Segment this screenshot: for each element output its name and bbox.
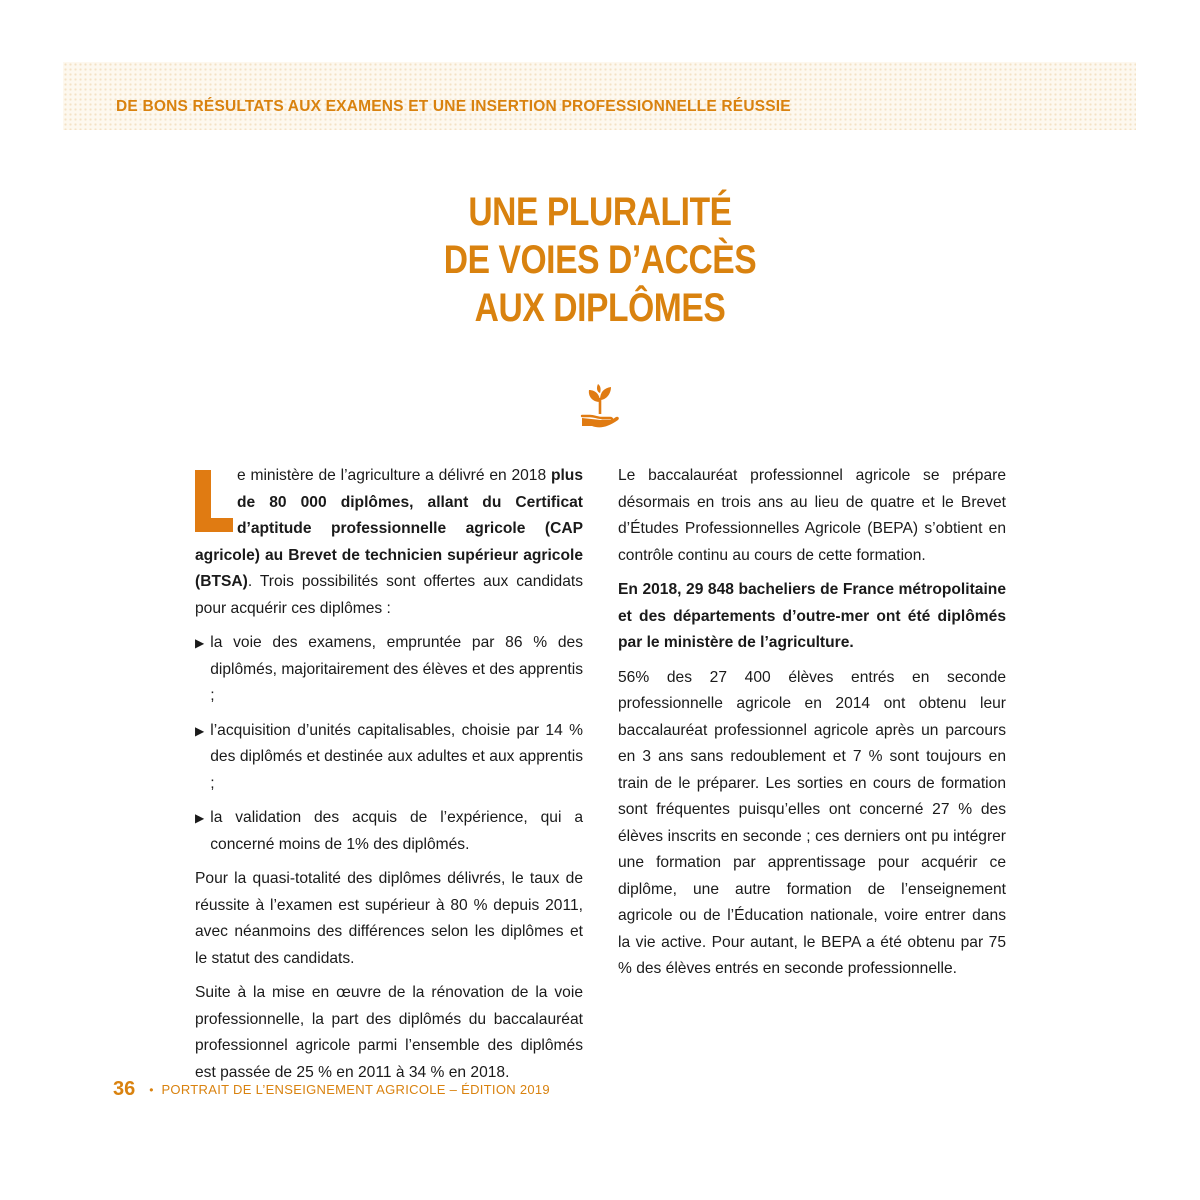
sprout-in-hand-icon	[580, 380, 620, 430]
intro-text-b: . Trois possibilités sont offertes aux candidats pour acquérir ces diplômes :	[195, 573, 583, 617]
page-number: 36	[113, 1078, 136, 1100]
page-title-line-3: AUX DIPLÔMES	[474, 286, 726, 330]
page-title-line-2: DE VOIES D’ACCÈS	[443, 238, 757, 282]
paragraph-parcours: 56% des 27 400 élèves entrés en seconde professionnelle agricole en 2014 ont obtenu leur baccalauréat professionnel agricole après un parcours en 3 ans sans redoublement et 7 % sont toujours en train de le préparer. Les sorties en cours de formation sont fréquentes puisqu’elles ont concerné 27 % des élèves inscrits en seconde ; ces derniers ont pu intégrer une formation par apprentissage pour acquérir ce diplôme, une autre formation de l’enseignement agricole ou de l’Éducation nationale, voire entrer dans la vie active. Pour autant, le BEPA a été obtenu par 75 % des élèves entrés en seconde professionnelle.	[618, 668, 1006, 977]
dropcap-l	[195, 470, 233, 532]
triangle-bullet-icon: ▶	[195, 723, 205, 738]
intro-paragraph	[195, 463, 583, 622]
paragraph-success-rate: Pour la quasi-totalité des diplômes délivrés, le taux de réussite à l’examen est supérieur à 80 % depuis 2011, avec néanmoins des différences selon les diplômes et le statut des candidats.	[195, 870, 583, 967]
list-item: ▶ l’acquisition d’unités capitalisables, choisie par 14 % des diplômés et destinée aux adultes et aux apprentis ;	[195, 718, 583, 798]
paragraph-bac-pro: Le baccalauréat professionnel agricole se prépare désormais en trois ans au lieu de quatre et le Brevet d’Études Professionnelles Agricole (BEPA) s’obtient en contrôle continu au cours de cette formation.	[618, 467, 1006, 564]
section-header-band	[63, 62, 1136, 130]
paragraph-bacheliers: En 2018, 29 848 bacheliers de France métropolitaine et des départements d’outre-mer ont été diplômés par le ministère de l’agriculture.	[618, 581, 1006, 651]
list-item: ▶ la voie des examens, empruntée par 86 % des diplômés, majoritairement des élèves et des apprentis ;	[195, 630, 583, 710]
footer-separator: •	[149, 1082, 154, 1097]
triangle-bullet-icon: ▶	[195, 811, 205, 825]
section-title: DE BONS RÉSULTATS AUX EXAMENS ET UNE INSERTION PROFESSIONNELLE RÉUSSIE	[116, 98, 791, 115]
right-column	[618, 463, 1006, 991]
left-column	[195, 463, 583, 1094]
publication-title: PORTRAIT DE L’ENSEIGNEMENT AGRICOLE – ÉDITION 2019	[161, 1082, 550, 1097]
page-footer	[113, 1078, 550, 1101]
paragraph-renovation: Suite à la mise en œuvre de la rénovation de la voie professionnelle, la part des diplômés du baccalauréat professionnel agricole parmi l’ensemble des diplômés est passée de 25 % en 2011 à 34 % en 2018.	[195, 984, 583, 1081]
triangle-bullet-icon: ▶	[195, 636, 205, 650]
intro-text-bold: plus de 80 000 diplômes, allant du Certificat d’aptitude professionnelle agricole (CAP agricole) au Brevet de technicien supérieur agricole (BTSA)	[195, 467, 583, 590]
list-item: ▶ la validation des acquis de l’expérience, qui a concerné moins de 1% des diplômés.	[195, 805, 583, 858]
page-title	[300, 188, 900, 332]
page-title-line-1: UNE PLURALITÉ	[468, 190, 732, 234]
intro-text-a: e ministère de l’agriculture a délivré en 2018	[237, 467, 551, 484]
